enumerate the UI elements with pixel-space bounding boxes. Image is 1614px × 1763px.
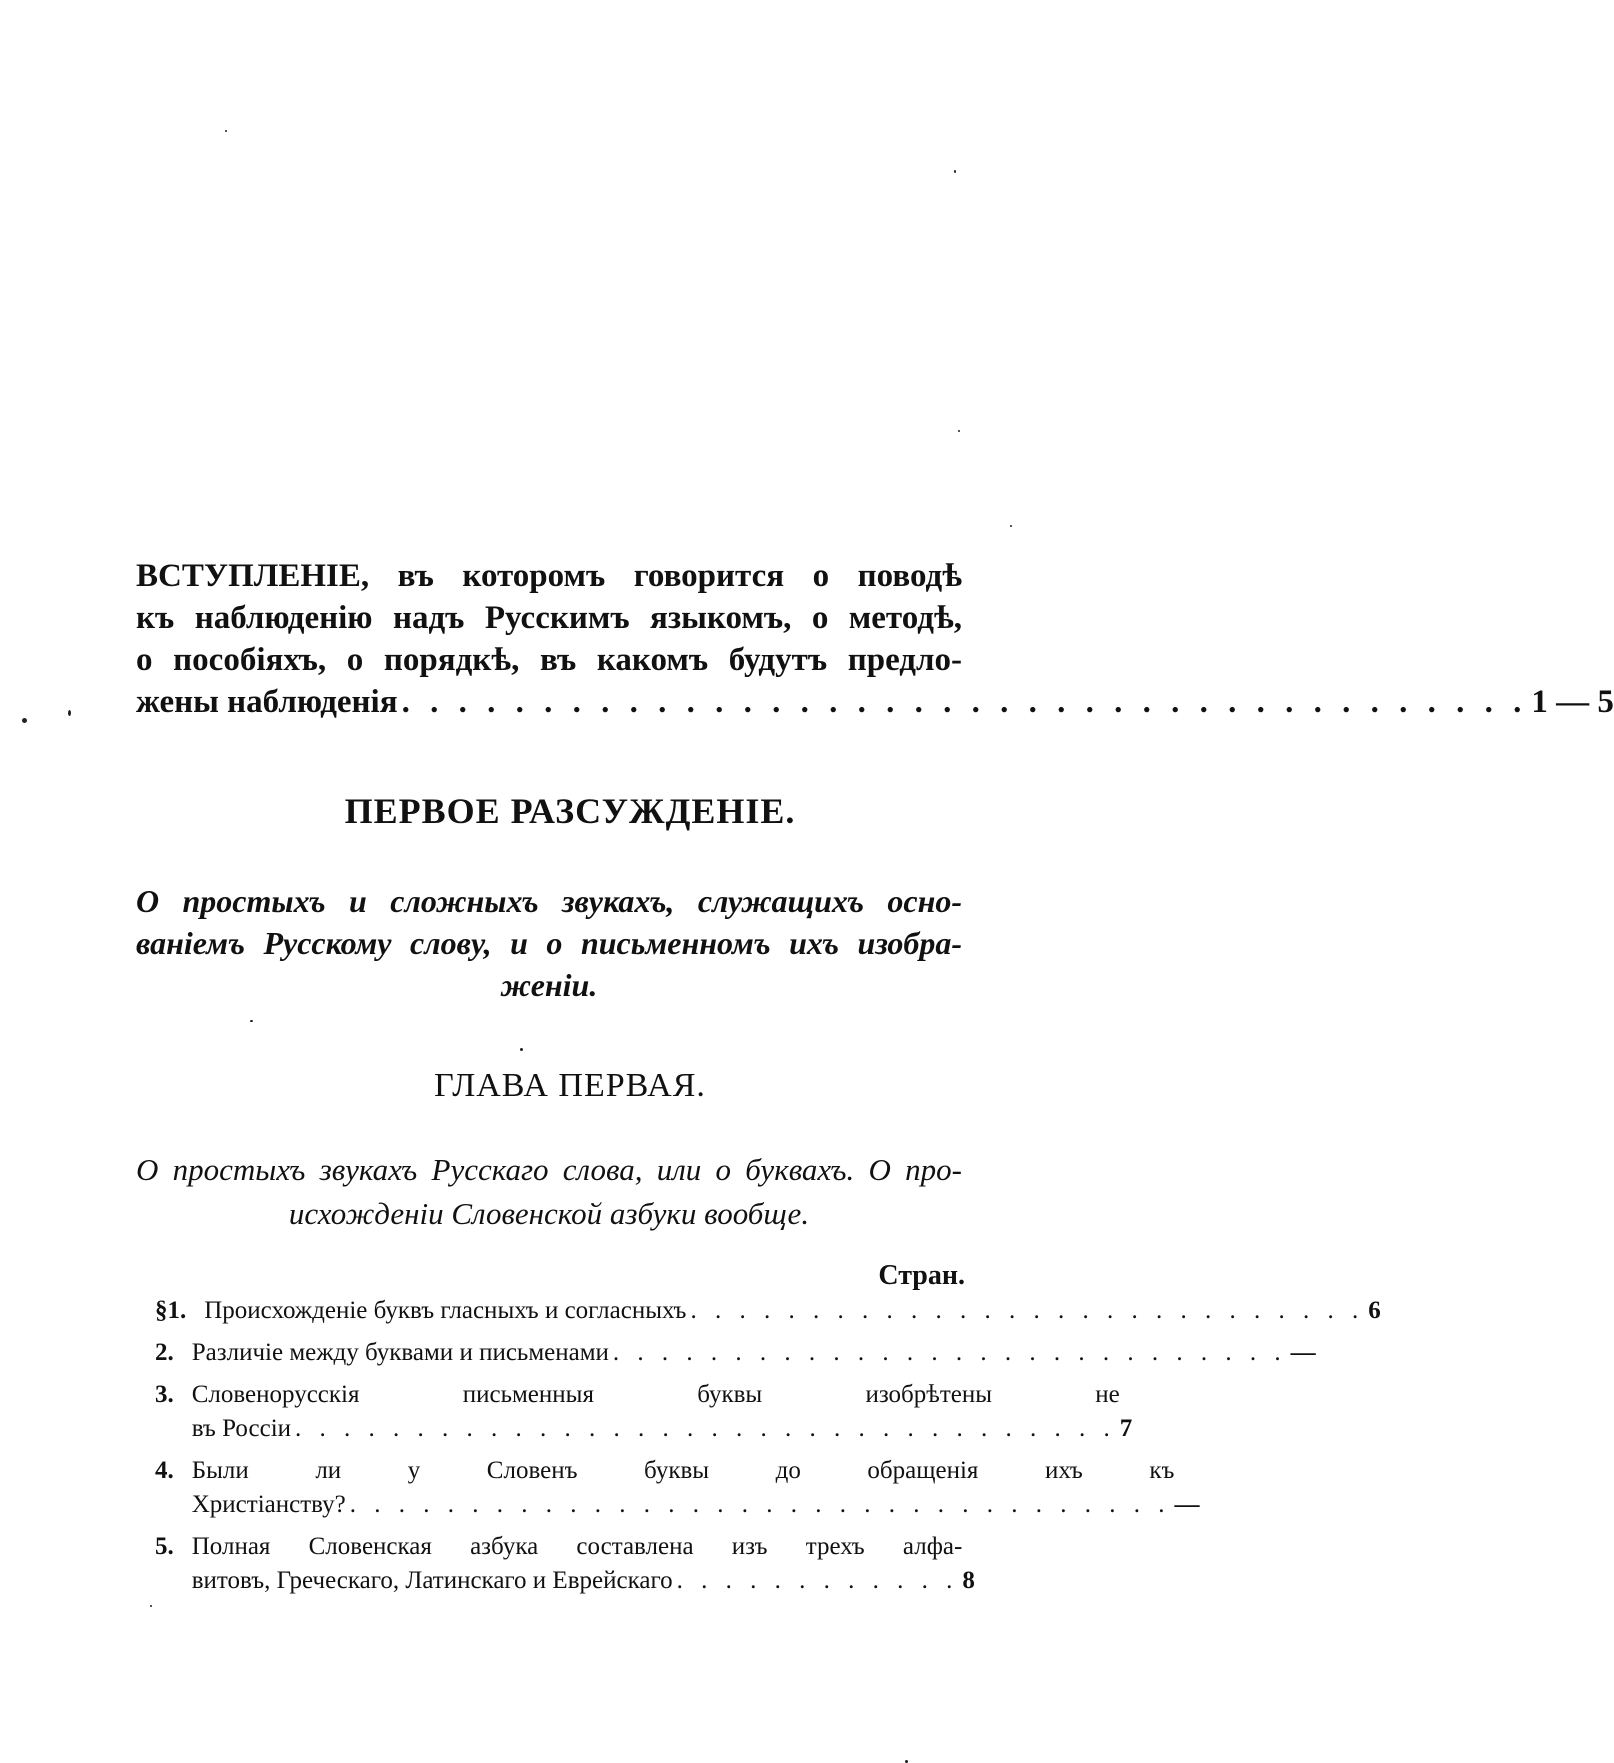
introduction-entry xyxy=(136,555,1614,723)
part-subtitle xyxy=(136,880,962,1006)
entry-title-line-2: въ Россіи xyxy=(191,1415,292,1442)
pages-column-header: Стран. xyxy=(878,1260,965,1291)
intro-line-3: о пособіяхъ, о порядкѣ, въ какомъ будутъ предло- xyxy=(136,642,962,678)
entry-title: Происхожденіе буквъ гласныхъ и согласныхъ xyxy=(204,1297,687,1324)
entry-title-line-1: Словенорусскія письменныя буквы изобрѣтены не xyxy=(191,1381,1120,1408)
part-title: ПЕРВОЕ РАЗСУЖДЕНІЕ. xyxy=(344,791,796,831)
entry-title-line-1: Полная Словенская азбука составлена изъ трехъ алфа- xyxy=(191,1533,963,1560)
entry-number: 2. xyxy=(155,1339,174,1366)
entry-row xyxy=(192,1564,963,1598)
entry-row xyxy=(192,1336,1291,1370)
entry-body xyxy=(192,1530,963,1598)
toc-entry xyxy=(155,1294,1381,1328)
entry-row xyxy=(204,1294,1368,1328)
chapter-subtitle-line-1: О простыхъ звукахъ Русскаго слова, или о буквахъ. О про- xyxy=(136,1152,962,1187)
entry-page: 7 xyxy=(1119,1415,1133,1442)
toc-entry xyxy=(155,1378,1133,1446)
part-subtitle-line-1: О простыхъ и сложныхъ звукахъ, служащихъ осно- xyxy=(136,883,962,919)
entry-title: Различіе между буквами и письменами xyxy=(191,1339,609,1366)
leader-dots: . . . . . . . . . . . . . . . . . . . . . . . . . . . . xyxy=(612,1339,1287,1366)
entry-body xyxy=(192,1454,1175,1522)
intro-line-1: ВСТУПЛЕНІЕ, въ которомъ говорится о поводѣ xyxy=(136,558,962,594)
entry-number: 3. xyxy=(155,1381,174,1408)
leader-dots: . . . . . . . . . . . . xyxy=(676,1567,959,1594)
entry-page: 8 xyxy=(962,1567,975,1594)
toc-entry xyxy=(155,1454,1200,1522)
scan-speck xyxy=(68,710,71,716)
entry-page: 6 xyxy=(1368,1297,1381,1324)
chapter-subtitle-line-2: исхожденіи Словенской азбуки вообще. xyxy=(288,1196,810,1231)
toc-entry xyxy=(155,1336,1316,1370)
scan-speck xyxy=(954,170,956,173)
entry-page: — xyxy=(1290,1339,1316,1366)
leader-dots: . . . . . . . . . . . . . . . . . . . . . . . . . . . . xyxy=(690,1297,1365,1324)
entry-number: 4. xyxy=(155,1457,174,1484)
scan-speck xyxy=(22,718,27,723)
part-subtitle-line-2: ваніемъ Русскому слову, и о письменномъ ихъ изобра- xyxy=(136,925,962,961)
section-sign: § xyxy=(155,1297,168,1324)
entry-page: — xyxy=(1174,1491,1200,1518)
table-of-contents xyxy=(155,1294,1381,1606)
entry-number: 5. xyxy=(155,1533,174,1560)
chapter-title: ГЛАВА ПЕРВАЯ. xyxy=(434,1067,706,1104)
scan-speck xyxy=(1010,525,1012,527)
leader-dots: . . . . . . . . . . . . . . . . . . . . . . . . . . . . . . . . . . xyxy=(295,1415,1116,1442)
entry-title-line-2: витовъ, Греческаго, Латинскаго и Еврейскаго xyxy=(191,1567,673,1594)
entry-row xyxy=(192,1488,1175,1522)
entry-body xyxy=(204,1294,1368,1328)
entry-title-line-2: Христіанству? xyxy=(191,1491,346,1518)
intro-line-4-text: жены наблюденія xyxy=(136,684,398,720)
entry-body xyxy=(192,1378,1120,1446)
leader-dots: . . . . . . . . . . . . . . . . . . . . . . . . . . . . . . . . . . xyxy=(349,1491,1171,1518)
intro-line-4 xyxy=(136,681,1614,723)
intro-pages: 1 — 5 xyxy=(1531,684,1614,720)
leader-dots: . . . . . . . . . . . . . . . . . . . . . . . . . . . . . . . . . . . . . . . . xyxy=(401,684,1528,720)
scan-speck xyxy=(225,130,227,132)
toc-entry xyxy=(155,1530,975,1598)
entry-number: 1. xyxy=(167,1297,187,1324)
scan-speck xyxy=(520,1048,523,1051)
entry-body xyxy=(192,1336,1291,1370)
intro-line-2: къ наблюденію надъ Русскимъ языкомъ, о методѣ, xyxy=(136,600,962,636)
entry-title-line-1: Были ли у Словенъ буквы до обращенія ихъ къ xyxy=(191,1457,1175,1484)
entry-row xyxy=(192,1412,1120,1446)
scan-speck xyxy=(150,1605,152,1607)
chapter-subtitle xyxy=(136,1148,962,1236)
scan-speck xyxy=(958,430,960,432)
scan-speck xyxy=(250,1020,253,1022)
part-subtitle-line-3: женіи. xyxy=(500,967,598,1003)
